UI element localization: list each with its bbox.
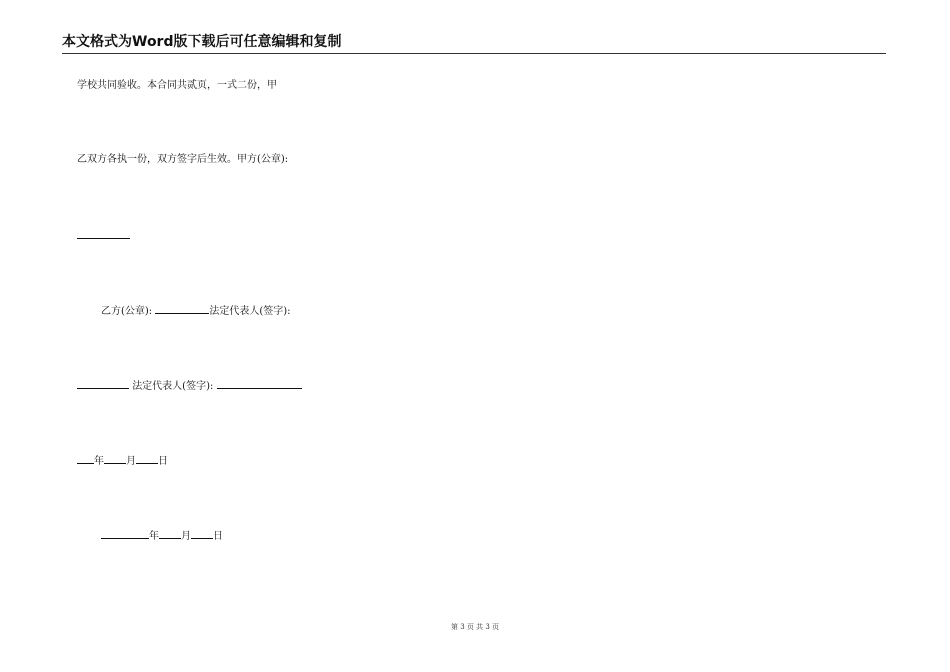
date-line-1 <box>77 453 168 469</box>
year-label-1: 年 <box>94 456 104 467</box>
month-label-1: 月 <box>126 456 136 467</box>
blank-month-2 <box>159 528 181 539</box>
signature-blank-line-3 <box>77 228 130 244</box>
date-line-2 <box>101 528 223 544</box>
day-label-1: 日 <box>158 456 168 467</box>
party-b-line <box>101 303 291 319</box>
page-number-footer: 第 3 页 共 3 页 <box>450 623 500 631</box>
blank-legal-rep-b <box>217 378 302 389</box>
blank-party-a-seal <box>77 228 130 239</box>
legal-rep-line <box>77 378 302 394</box>
blank-day-1 <box>136 453 158 464</box>
blank-legal-rep-a <box>77 378 129 389</box>
blank-day-2 <box>191 528 213 539</box>
page-header <box>62 34 886 54</box>
blank-party-b-seal <box>155 303 209 314</box>
header-title: 本文格式为Word版下载后可任意编辑和复制 <box>62 34 342 50</box>
blank-month-1 <box>104 453 126 464</box>
day-label-2: 日 <box>213 531 223 542</box>
blank-year-1 <box>77 453 94 464</box>
year-label-2: 年 <box>149 531 159 542</box>
blank-year-2 <box>101 528 149 539</box>
contract-text-line-2: 乙双方各执一份，双方签字后生效。甲方(公章): <box>77 154 289 165</box>
contract-text-line-1: 学校共同验收。本合同共贰页，一式二份，甲 <box>77 80 277 91</box>
legal-rep-label-1: 法定代表人(签字): <box>209 306 291 317</box>
party-b-label: 乙方(公章): <box>101 306 153 317</box>
month-label-2: 月 <box>181 531 191 542</box>
legal-rep-label-2: 法定代表人(签字): <box>132 381 214 392</box>
